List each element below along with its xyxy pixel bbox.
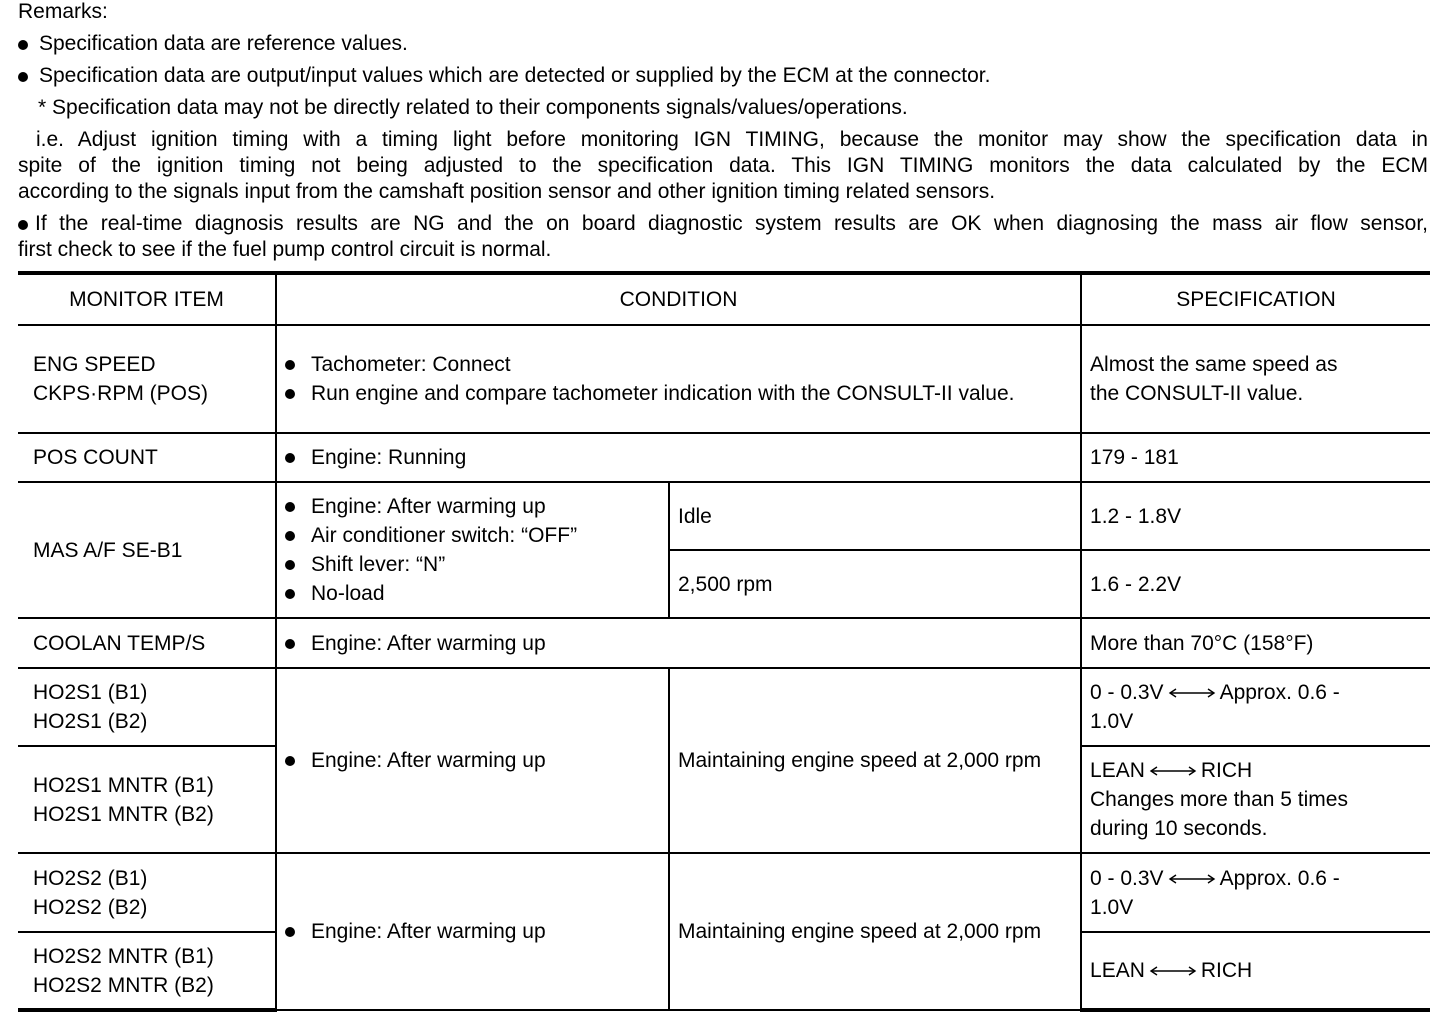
remarks-note: * Specification data may not be directly related to their components signals/values/operations. bbox=[38, 96, 908, 119]
remarks-bullet: Specification data are reference values. bbox=[18, 32, 408, 56]
bullet-icon bbox=[18, 212, 35, 236]
monitor-item-cell: HO2S2 MNTR (B1) HO2S2 MNTR (B2) bbox=[18, 932, 276, 1010]
double-arrow-icon bbox=[1149, 765, 1197, 777]
remarks-bullet: If the real-time diagnosis results are NG and the on board diagnostic system results are OK when diagnosing the mass air flow sensor, bbox=[18, 212, 1428, 236]
header-monitor-item: MONITOR ITEM bbox=[18, 273, 276, 325]
specification-cell: LEAN RICH bbox=[1081, 932, 1430, 1010]
specification-cell: LEAN RICH Changes more than 5 times during 10 seconds. bbox=[1081, 746, 1430, 853]
condition-cell: Engine: After warming up bbox=[276, 618, 1081, 668]
sub-condition-cell: Maintaining engine speed at 2,000 rpm bbox=[669, 668, 1081, 853]
table-row bbox=[18, 668, 1430, 746]
table-row bbox=[18, 853, 1430, 932]
specification-cell: Almost the same speed as the CONSULT-II value. bbox=[1081, 325, 1430, 433]
table-header-row bbox=[18, 273, 1430, 325]
bullet-icon bbox=[18, 32, 39, 56]
table-row bbox=[18, 433, 1430, 482]
monitor-item-cell: HO2S1 (B1) HO2S1 (B2) bbox=[18, 668, 276, 746]
remarks-paragraph-line: spite of the ignition timing not being adjusted to the specification data. This IGN TIMING monitors the data calculated by the ECM bbox=[18, 154, 1428, 177]
remarks-paragraph-line: according to the signals input from the camshaft position sensor and other ignition timing related sensors. bbox=[18, 180, 996, 203]
table-row bbox=[18, 482, 1430, 550]
sub-condition-cell: 2,500 rpm bbox=[669, 550, 1081, 618]
specification-cell: More than 70°C (158°F) bbox=[1081, 618, 1430, 668]
double-arrow-icon bbox=[1149, 965, 1197, 977]
specification-cell: 1.2 - 1.8V bbox=[1081, 482, 1430, 550]
monitor-item-cell: HO2S2 (B1) HO2S2 (B2) bbox=[18, 853, 276, 932]
table-row bbox=[18, 325, 1430, 433]
monitor-item-cell: ENG SPEED CKPS·RPM (POS) bbox=[18, 325, 276, 433]
header-condition: CONDITION bbox=[276, 273, 1081, 325]
remarks-paragraph-line: i.e. Adjust ignition timing with a timing light before monitoring IGN TIMING, because the monitor may show the specification data in bbox=[36, 128, 1428, 151]
monitor-item-cell: HO2S1 MNTR (B1) HO2S1 MNTR (B2) bbox=[18, 746, 276, 853]
remarks-bullet: Specification data are output/input values which are detected or supplied by the ECM at the connector. bbox=[18, 64, 990, 88]
double-arrow-icon bbox=[1168, 687, 1216, 699]
remarks-title: Remarks: bbox=[18, 0, 108, 23]
specification-cell: 0 - 0.3V Approx. 0.6 - 1.0V bbox=[1081, 853, 1430, 932]
monitor-item-cell: MAS A/F SE-B1 bbox=[18, 482, 276, 618]
condition-cell: Engine: After warming up bbox=[276, 853, 669, 1010]
specification-cell: 0 - 0.3V Approx. 0.6 - 1.0V bbox=[1081, 668, 1430, 746]
double-arrow-icon bbox=[1168, 873, 1216, 885]
monitor-table bbox=[18, 271, 1430, 1012]
condition-cell: Engine: After warming up Air conditioner switch: “OFF” Shift lever: “N” No-load bbox=[276, 482, 669, 618]
bullet-icon bbox=[18, 64, 39, 88]
monitor-item-cell: POS COUNT bbox=[18, 433, 276, 482]
table-row bbox=[18, 618, 1430, 668]
sub-condition-cell: Idle bbox=[669, 482, 1081, 550]
condition-cell: Tachometer: Connect Run engine and compare tachometer indication with the CONSULT-II value. bbox=[276, 325, 1081, 433]
monitor-item-cell: COOLAN TEMP/S bbox=[18, 618, 276, 668]
sub-condition-cell: Maintaining engine speed at 2,000 rpm bbox=[669, 853, 1081, 1010]
header-specification: SPECIFICATION bbox=[1081, 273, 1430, 325]
specification-cell: 179 - 181 bbox=[1081, 433, 1430, 482]
condition-cell: Engine: Running bbox=[276, 433, 1081, 482]
specification-cell: 1.6 - 2.2V bbox=[1081, 550, 1430, 618]
condition-cell: Engine: After warming up bbox=[276, 668, 669, 853]
remarks-bullet-continuation: first check to see if the fuel pump control circuit is normal. bbox=[18, 238, 552, 261]
